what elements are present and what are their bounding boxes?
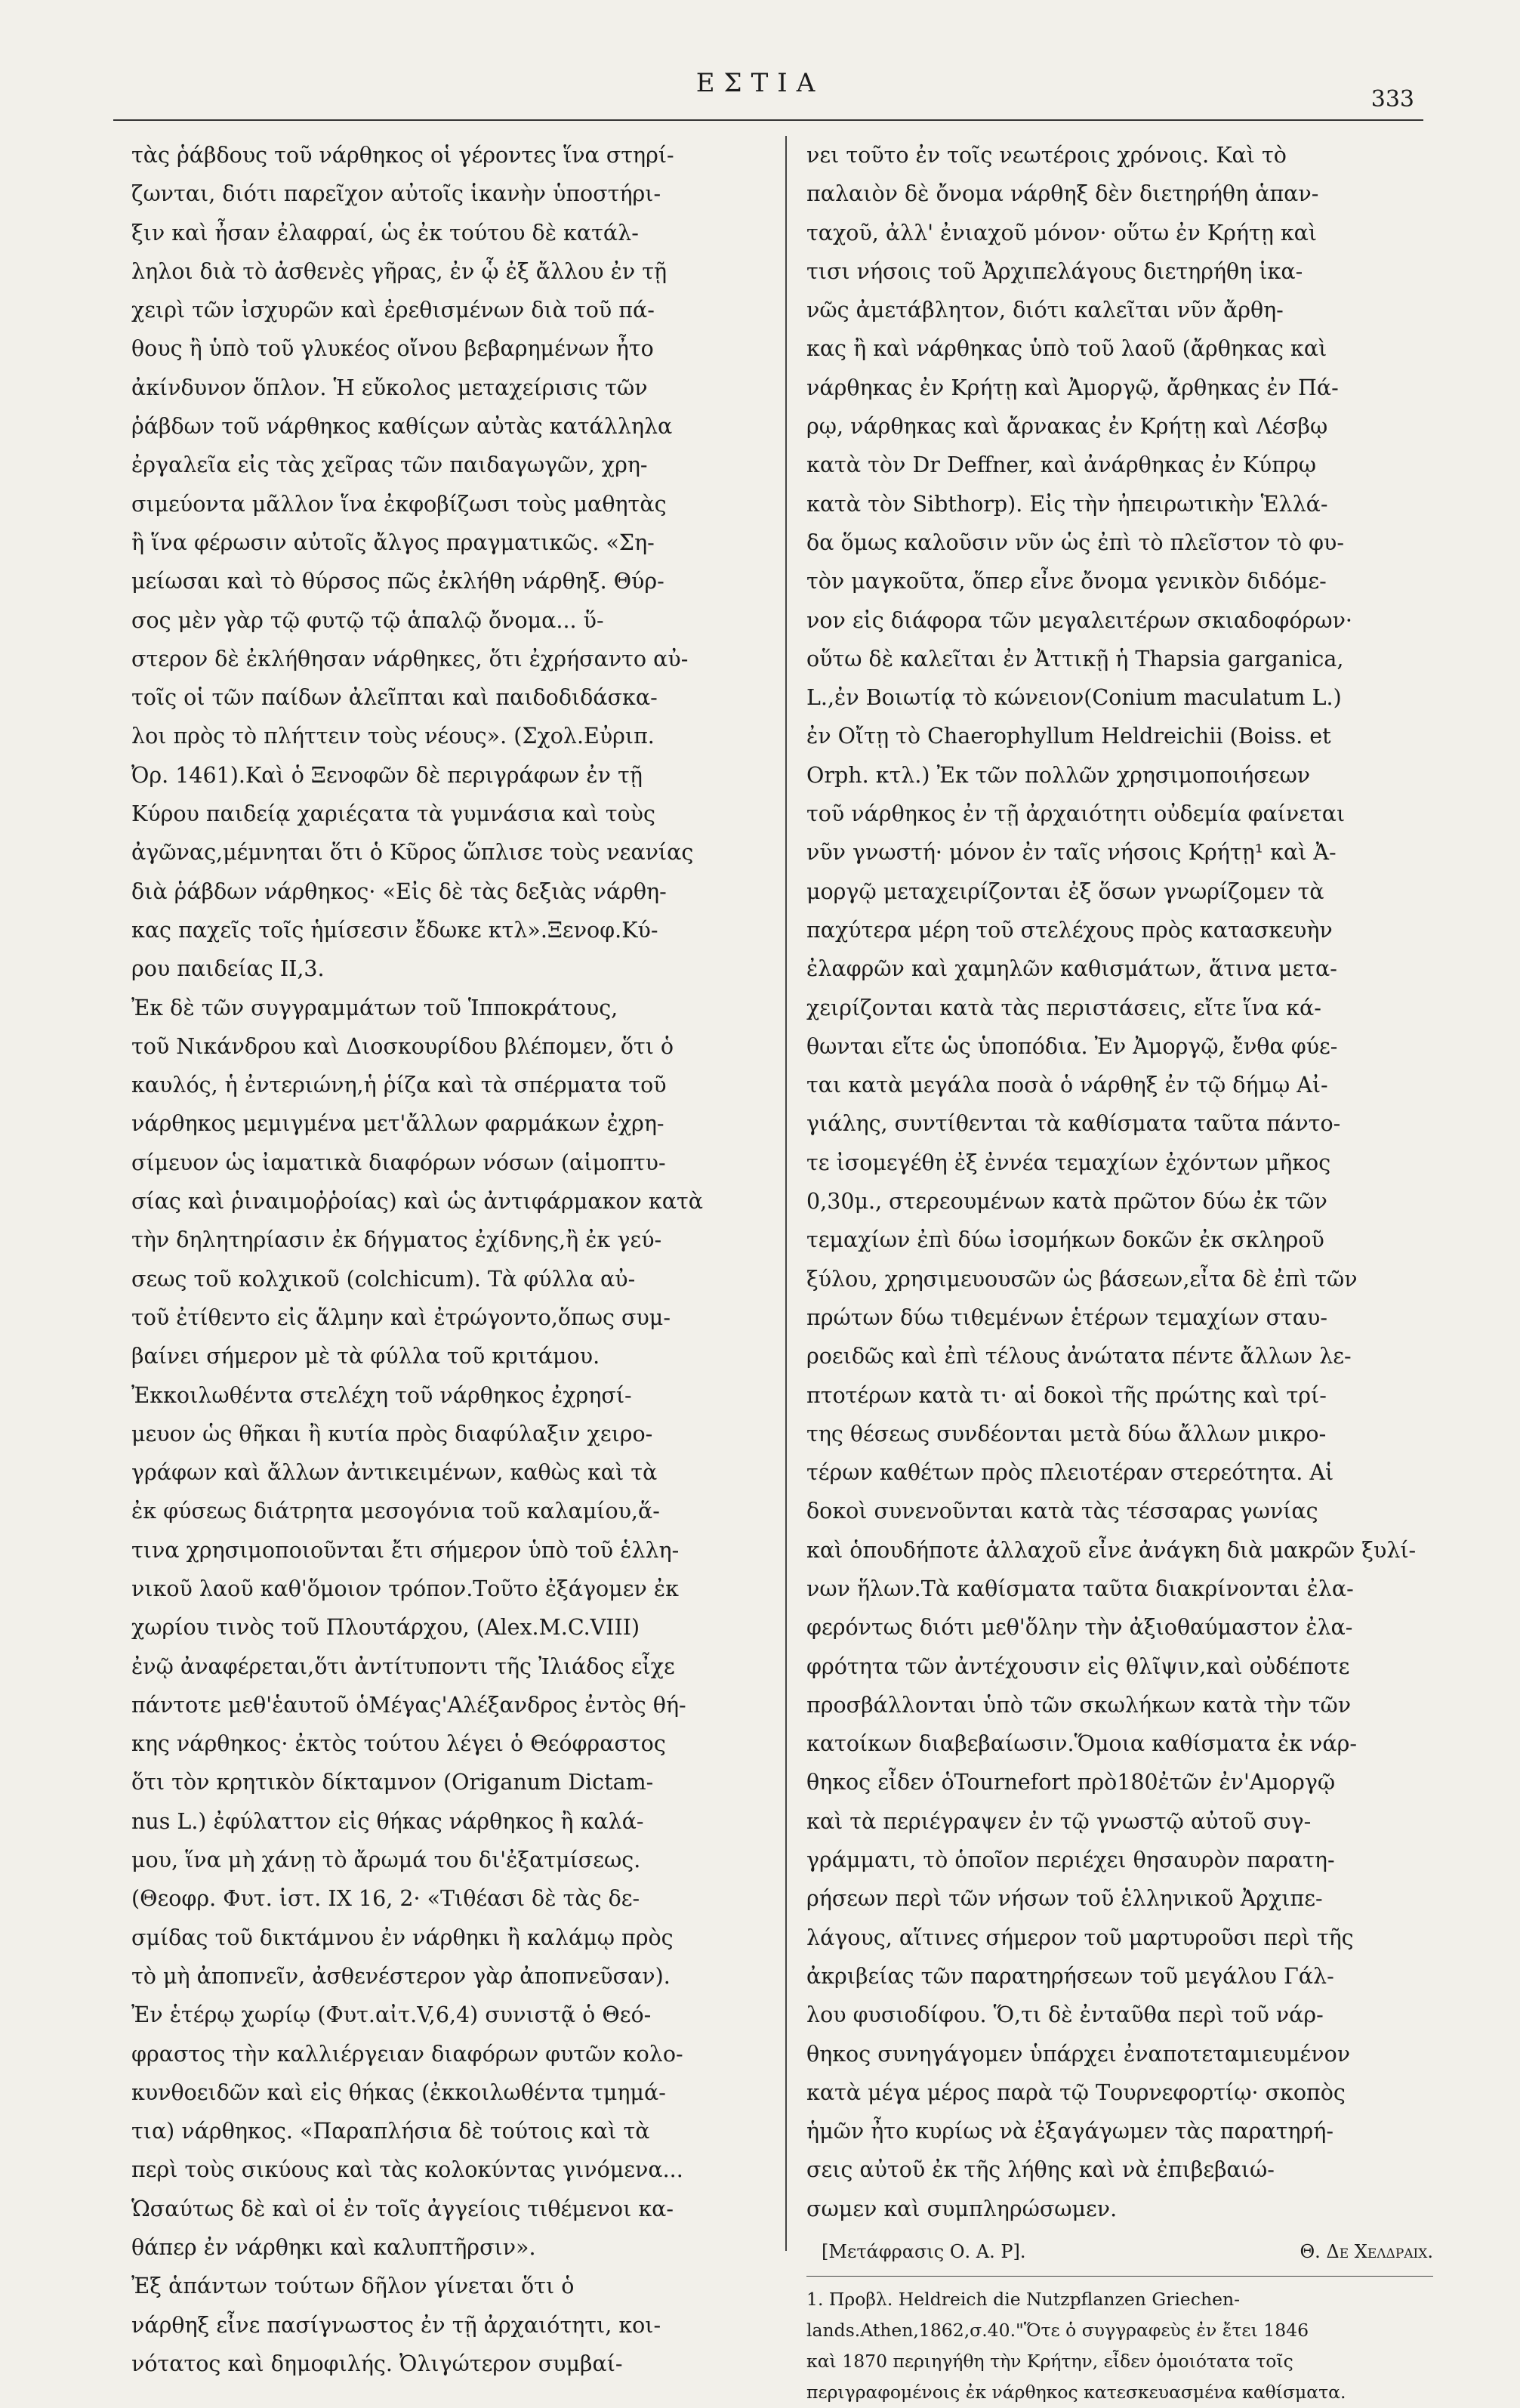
text-line: πάντοτε μεθ'ἑαυτοῦ ὁΜέγας'Αλέξανδρος ἐντὸς θή-	[131, 1692, 686, 1718]
text-line: κης νάρθηκος· ἐκτὸς τούτου λέγει ὁ Θεόφραστος	[131, 1731, 666, 1757]
text-line: κας ἢ καὶ νάρθηκας ὑπὸ τοῦ λαοῦ (ἄρθηκας καὶ	[806, 336, 1327, 362]
text-line: χειρὶ τῶν ἰσχυρῶν καὶ ἐρεθισμένων διὰ τοῦ πά-	[131, 298, 655, 323]
text-line: ἢ ἵνα φέρωσιν αὐτοῖς ἄλγος πραγματικῶς. «Ση-	[131, 529, 655, 555]
text-line: νει τοῦτο ἐν τοῖς νεωτέροις χρόνοις. Καὶ τὸ	[806, 143, 1287, 168]
text-line: καυλός, ἡ ἐντεριώνη,ἡ ῥίζα καὶ τὰ σπέρματα τοῦ	[131, 1073, 667, 1098]
text-line: σίας καὶ ῥιναιμοῤῥοίας) καὶ ὡς ἀντιφάρμακον κατὰ	[131, 1189, 703, 1215]
text-line: Ἐν ἑτέρῳ χωρίῳ (Φυτ.αἰτ.V,6,4) συνιστᾷ ὁ Θεό-	[131, 2002, 652, 2028]
text-line: σεως τοῦ κολχικοῦ (colchicum). Τὰ φύλλα αὐ-	[131, 1266, 636, 1292]
author-signature: Θ. Δε Χελδραιχ.	[1300, 2241, 1433, 2263]
text-line: τινα χρησιμοποιοῦνται ἔτι σήμερον ὑπὸ τοῦ ἑλλη-	[131, 1537, 680, 1563]
text-line: ξύλου, χρησιμευουσῶν ὡς βάσεων,εἶτα δὲ ἐπὶ τῶν	[806, 1266, 1358, 1292]
text-line: ρῳ, νάρθηκας καὶ ἄρνακας ἐν Κρήτῃ καὶ Λέσβῳ	[806, 414, 1328, 440]
text-line: ἐργαλεῖα εἰς τὰς χεῖρας τῶν παιδαγωγῶν, χρη-	[131, 452, 648, 478]
text-line: γράμματι, τὸ ὁποῖον περιέχει θησαυρὸν παρατη-	[806, 1848, 1335, 1873]
text-line: Ὡσαύτως δὲ καὶ οἱ ἐν τοῖς ἀγγείοις τιθέμενοι κα-	[131, 2196, 674, 2221]
footnote-line: καὶ 1870 περιηγήθη τὴν Κρήτην, εἶδεν ὁμοιότατα τοῖς	[806, 2351, 1293, 2372]
text-line: σιμεύοντα μᾶλλον ἵνα ἐκφοβίζωσι τοὺς μαθητὰς	[131, 491, 667, 517]
text-line: ταχοῦ, ἀλλ' ἐνιαχοῦ μόνον· οὕτω ἐν Κρήτῃ καὶ	[806, 220, 1318, 245]
text-line: ῥάβδων τοῦ νάρθηκος καθίςων αὐτὰς κατάλληλα	[131, 414, 673, 440]
text-line: σεις αὐτοῦ ἐκ τῆς λήθης καὶ νὰ ἐπιβεβαιώ-	[806, 2157, 1275, 2183]
text-line: κυνθοειδῶν καὶ εἰς θήκας (ἐκκοιλωθέντα τμημά-	[131, 2079, 666, 2105]
text-line: ἡμῶν ἦτο κυρίως νὰ ἐξαγάγωμεν τὰς παρατηρή-	[806, 2119, 1334, 2144]
text-line: τέρων καθέτων πρὸς πλειοτέραν στερεότητα. Αἱ	[806, 1460, 1334, 1486]
running-head: ΕΣΤΙΑ	[695, 68, 825, 98]
text-line: σίμευον ὡς ἰαματικὰ διαφόρων νόσων (αἱμοπτυ-	[131, 1150, 666, 1175]
text-line: νῶς ἀμετάβλητον, διότι καλεῖται νῦν ἄρθη-	[806, 298, 1284, 323]
text-line: τεμαχίων ἐπὶ δύω ἰσομήκων δοκῶν ἐκ σκληροῦ	[806, 1227, 1324, 1253]
text-line: μου, ἵνα μὴ χάνῃ τὸ ἄρωμά του δι'ἐξατμίσεως.	[131, 1848, 641, 1873]
text-line: βαίνει σήμερον μὲ τὰ φύλλα τοῦ κριτάμου.	[131, 1344, 600, 1369]
text-line: 0,30μ., στερεουμένων κατὰ πρῶτον δύω ἐκ τῶν	[806, 1189, 1327, 1215]
text-line: ζωνται, διότι παρεῖχον αὐτοῖς ἱκανὴν ὑποστήρι-	[131, 181, 661, 207]
header-rule	[113, 119, 1423, 121]
text-line: θωνται εἴτε ὡς ὑποπόδια. Ἐν Ἀμοργῷ, ἔνθα φύε-	[806, 1033, 1338, 1059]
text-line: μοργῷ μεταχειρίζονται ἐξ ὅσων γνωρίζομεν τὰ	[806, 878, 1324, 904]
footnote-line: 1. Προβλ. Heldreich die Nutzpflanzen Griechen-	[806, 2289, 1241, 2311]
text-line: τοῖς οἱ τῶν παίδων ἀλεῖπται καὶ παιδοδιδάσκα-	[131, 685, 658, 711]
footnote-line: lands.Athen,1862,σ.40."Ὅτε ὁ συγγραφεὺς ἐν ἔτει 1846	[806, 2320, 1309, 2342]
text-line: λου φυσιοδίφου. Ὅ,τι δὲ ἐνταῦθα περὶ τοῦ νάρ-	[806, 2002, 1324, 2028]
text-line: λάγους, αἵτινες σήμερον τοῦ μαρτυροῦσι περὶ τῆς	[806, 1925, 1354, 1950]
text-line: πτοτέρων κατὰ τι· αἱ δοκοὶ τῆς πρώτης καὶ τρί-	[806, 1382, 1327, 1408]
text-line: γιάλης, συντίθενται τὰ καθίσματα ταῦτα πάντο-	[806, 1111, 1341, 1137]
text-line: τε ἰσομεγέθη ἐξ ἐννέα τεμαχίων ἐχόντων μῆκος	[806, 1150, 1331, 1175]
text-line: τια) νάρθηκος. «Παραπλήσια δὲ τούτοις καὶ τὰ	[131, 2119, 650, 2144]
text-line: πρώτων δύω τιθεμένων ἑτέρων τεμαχίων σταυ-	[806, 1304, 1327, 1330]
text-line: τὰς ῥάβδους τοῦ νάρθηκος οἱ γέροντες ἵνα στηρί-	[131, 143, 674, 168]
text-line: θάπερ ἐν νάρθηκι καὶ καλυπτῆρσιν».	[131, 2235, 536, 2261]
text-line: κας παχεῖς τοῖς ἡμίσεσιν ἔδωκε κτλ».Ξενοφ.Κύ-	[131, 917, 658, 943]
text-line: γράφων καὶ ἄλλων ἀντικειμένων, καθὼς καὶ τὰ	[131, 1460, 658, 1486]
text-line: νότατος καὶ δημοφιλής. Ὀλιγώτερον συμβαί-	[131, 2351, 623, 2376]
text-line: ἐκ φύσεως διάτρητα μεσογόνια τοῦ καλαμίου,ἅ-	[131, 1499, 660, 1524]
text-line: κατοίκων διαβεβαίωσιν.Ὅμοια καθίσματα ἐκ νάρ-	[806, 1731, 1358, 1757]
text-line: nus L.) ἐφύλαττον εἰς θήκας νάρθηκος ἢ καλά-	[131, 1808, 644, 1834]
text-line: δοκοὶ συνενοῦνται κατὰ τὰς τέσσαρας γωνίας	[806, 1499, 1318, 1524]
text-line: φρότητα τῶν ἀντέχουσιν εἰς θλῖψιν,καὶ οὐδέποτε	[806, 1653, 1350, 1679]
text-line: τὴν δηλητηρίασιν ἐκ δήγματος ἐχίδνης,ἢ ἐκ γεύ-	[131, 1227, 662, 1253]
text-line: ται κατὰ μεγάλα ποσὰ ὁ νάρθηξ ἐν τῷ δήμῳ Αἰ-	[806, 1073, 1328, 1098]
right-column	[806, 136, 1433, 2408]
signature-line	[806, 2233, 1433, 2271]
text-line: χωρίου τινὸς τοῦ Πλουτάρχου, (Alex.M.C.VIII)	[131, 1615, 640, 1641]
text-line: νον εἰς διάφορα τῶν μεγαλειτέρων σκιαδοφόρων·	[806, 607, 1352, 633]
text-line: κατὰ μέγα μέρος παρὰ τῷ Τουρνεφορτίῳ· σκοπὸς	[806, 2079, 1346, 2105]
text-line: νάρθηκος μεμιγμένα μετ'ἄλλων φαρμάκων ἐχρη-	[131, 1111, 664, 1137]
text-line: Ἐξ ἁπάντων τούτων δῆλον γίνεται ὅτι ὁ	[131, 2274, 575, 2299]
text-line: προσβάλλονται ὑπὸ τῶν σκωλήκων κατὰ τὴν τῶν	[806, 1692, 1352, 1718]
page-header	[0, 53, 1520, 113]
text-line: ἀκριβείας τῶν παρατηρήσεων τοῦ μεγάλου Γάλ-	[806, 1963, 1334, 1989]
text-line: (Θεοφρ. Φυτ. ἱστ. ΙΧ 16, 2· «Τιθέασι δὲ τὰς δε-	[131, 1886, 640, 1912]
text-line: καὶ ὁπουδήποτε ἀλλαχοῦ εἶνε ἀνάγκη διὰ μακρῶν ξυλί-	[806, 1537, 1417, 1563]
text-line: ρήσεων περὶ τῶν νήσων τοῦ ἑλληνικοῦ Ἀρχιπε-	[806, 1886, 1323, 1912]
text-line: ληλοι διὰ τὸ ἀσθενὲς γῆρας, ἐν ᾧ ἐξ ἄλλου ἐν τῇ	[131, 258, 668, 284]
text-line: Ἐκκοιλωθέντα στελέχη τοῦ νάρθηκος ἐχρησί-	[131, 1382, 632, 1408]
text-line: Κύρου παιδείᾳ χαριέςατα τὰ γυμνάσια καὶ τοὺς	[131, 801, 655, 827]
text-line: παχύτερα μέρη τοῦ στελέχους πρὸς κατασκευὴν	[806, 917, 1333, 943]
text-line: λοι πρὸς τὸ πλήττειν τοὺς νέους». (Σχολ.Εὐριπ.	[131, 724, 655, 749]
page-number: 333	[1370, 86, 1414, 113]
text-line: τοῦ Νικάνδρου καὶ Διοσκουρίδου βλέπομεν, ὅτι ὁ	[131, 1033, 674, 1059]
text-line: στερον δὲ ἐκλήθησαν νάρθηκες, ὅτι ἐχρήσαντο αὐ-	[131, 646, 689, 671]
text-line: ρου παιδείας ΙΙ,3.	[131, 956, 325, 982]
text-line: θηκος συνηγάγομεν ὑπάρχει ἐναποτεταμιευμένον	[806, 2041, 1351, 2067]
text-line: χειρίζονται κατὰ τὰς περιστάσεις, εἴτε ἵνα κά-	[806, 995, 1321, 1020]
text-line: ἀγῶνας,μέμνηται ὅτι ὁ Κῦρος ὥπλισε τοὺς νεανίας	[131, 840, 694, 866]
text-line: κατὰ τὸν Sibthorp). Εἰς τὴν ἠπειρωτικὴν Ἑλλά-	[806, 491, 1328, 517]
text-line: μευον ὡς θῆκαι ἢ κυτία πρὸς διαφύλαξιν χειρο-	[131, 1421, 653, 1446]
footnote-line: περιγραφομένοις ἐκ νάρθηκος κατεσκευασμένα καθίσματα.	[806, 2382, 1346, 2403]
text-line: νάρθηκας ἐν Κρήτῃ καὶ Ἀμοργῷ, ἄρθηκας ἐν Πά-	[806, 375, 1339, 400]
text-line: ξιν καὶ ἦσαν ἐλαφραί, ὡς ἐκ τούτου δὲ κατάλ-	[131, 220, 639, 245]
text-line: ἀκίνδυνον ὅπλον. Ἡ εὔκολος μεταχείρισις τῶν	[131, 375, 648, 400]
text-line: L.,ἐν Βοιωτίᾳ τὸ κώνειον(Conium maculatum L.)	[806, 685, 1342, 711]
text-line: ἐλαφρῶν καὶ χαμηλῶν καθισμάτων, ἅτινα μετα-	[806, 956, 1337, 982]
left-column	[131, 136, 762, 2383]
text-line: νῦν γνωστή· μόνον ἐν ταῖς νήσοις Κρήτῃ¹ καὶ Ἀ-	[806, 840, 1337, 866]
text-line: τὸ μὴ ἀποπνεῖν, ἀσθενέστερον γὰρ ἀποπνεῦσαν).	[131, 1963, 671, 1989]
text-line: μείωσαι καὶ τὸ θύρσος πῶς ἐκλήθη νάρθηξ. Θύρ-	[131, 569, 664, 594]
text-line: Ὀρ. 1461).Καὶ ὁ Ξενοφῶν δὲ περιγράφων ἐν τῇ	[131, 762, 643, 788]
text-line: κατὰ τὸν Dr Deffner, καὶ ἀνάρθηκας ἐν Κύπρῳ	[806, 452, 1316, 478]
text-line: ἐνῷ ἀναφέρεται,ὅτι ἀντίτυποντι τῆς Ἰλιάδος εἶχε	[131, 1653, 675, 1679]
text-line: τοῦ νάρθηκος ἐν τῇ ἀρχαιότητι οὐδεμία φαίνεται	[806, 801, 1346, 827]
text-line: τοῦ ἐτίθεντο εἰς ἅλμην καὶ ἐτρώγοντο,ὅπως συμ-	[131, 1304, 671, 1330]
text-line: θηκος εἶδεν ὁTournefort πρὸ180ἐτῶν ἐν'Αμοργῷ	[806, 1770, 1336, 1795]
text-line: νάρθηξ εἶνε πασίγνωστος ἐν τῇ ἀρχαιότητι, κοι-	[131, 2312, 661, 2338]
text-line: Ἐκ δὲ τῶν συγγραμμάτων τοῦ Ἱπποκράτους,	[131, 995, 618, 1020]
text-line: ἐν Οἴτῃ τὸ Chaerophyllum Heldreichii (Boiss. et	[806, 724, 1331, 749]
text-line: τὸν μαγκοῦτα, ὅπερ εἶνε ὄνομα γενικὸν διδόμε-	[806, 569, 1327, 594]
text-line: παλαιὸν δὲ ὄνομα νάρθηξ δὲν διετηρήθη ἁπαν-	[806, 181, 1319, 207]
text-line: οὕτω δὲ καλεῖται ἐν Ἀττικῇ ἡ Thapsia garganica,	[806, 646, 1344, 671]
text-line: θους ἢ ὑπὸ τοῦ γλυκέος οἴνου βεβαρημένων ἦτο	[131, 336, 654, 362]
column-divider	[785, 136, 787, 2251]
text-line: φραστος τὴν καλλιέργειαν διαφόρων φυτῶν κολο-	[131, 2041, 683, 2067]
footnote-rule	[806, 2276, 1433, 2277]
text-line: περὶ τοὺς σικύους καὶ τὰς κολοκύντας γινόμενα...	[131, 2157, 683, 2183]
text-line: της θέσεως συνδέονται μετὰ δύω ἄλλων μικρο-	[806, 1421, 1327, 1446]
text-line: νων ἥλων.Τὰ καθίσματα ταῦτα διακρίνονται ἐλα-	[806, 1576, 1354, 1601]
text-line: σωμεν καὶ συμπληρώσωμεν.	[806, 2196, 1118, 2221]
text-line: δα ὅμως καλοῦσιν νῦν ὡς ἐπὶ τὸ πλεῖστον τὸ φυ-	[806, 529, 1344, 555]
text-line: τισι νήσοις τοῦ Ἀρχιπελάγους διετηρήθη ἱκα-	[806, 258, 1303, 284]
text-line: ὅτι τὸν κρητικὸν δίκταμνον (Origanum Dictam-	[131, 1770, 654, 1795]
text-line: φερόντως διότι μεθ'ὅλην τὴν ἀξιοθαύμαστον ἐλα-	[806, 1615, 1353, 1641]
text-line: Orph. κτλ.) Ἐκ τῶν πολλῶν χρησιμοποιήσεων	[806, 762, 1311, 788]
text-line: σος μὲν γὰρ τῷ φυτῷ τῷ ἁπαλῷ ὄνομα... ὕ-	[131, 607, 604, 633]
text-line: καὶ τὰ περιέγραψεν ἐν τῷ γνωστῷ αὐτοῦ συγ-	[806, 1808, 1312, 1834]
text-line: διὰ ῥάβδων νάρθηκος· «Εἰς δὲ τὰς δεξιὰς νάρθη-	[131, 878, 667, 904]
text-line: ροειδῶς καὶ ἐπὶ τέλους ἀνώτατα πέντε ἄλλων λε-	[806, 1344, 1352, 1369]
text-line: νικοῦ λαοῦ καθ'ὅμοιον τρόπον.Τοῦτο ἐξάγομεν ἐκ	[131, 1576, 679, 1601]
translator-credit: [Μετάφρασις Ο. Α. Ρ].	[822, 2241, 1026, 2263]
text-line: σμίδας τοῦ δικτάμνου ἐν νάρθηκι ἢ καλάμῳ πρὸς	[131, 1925, 674, 1950]
